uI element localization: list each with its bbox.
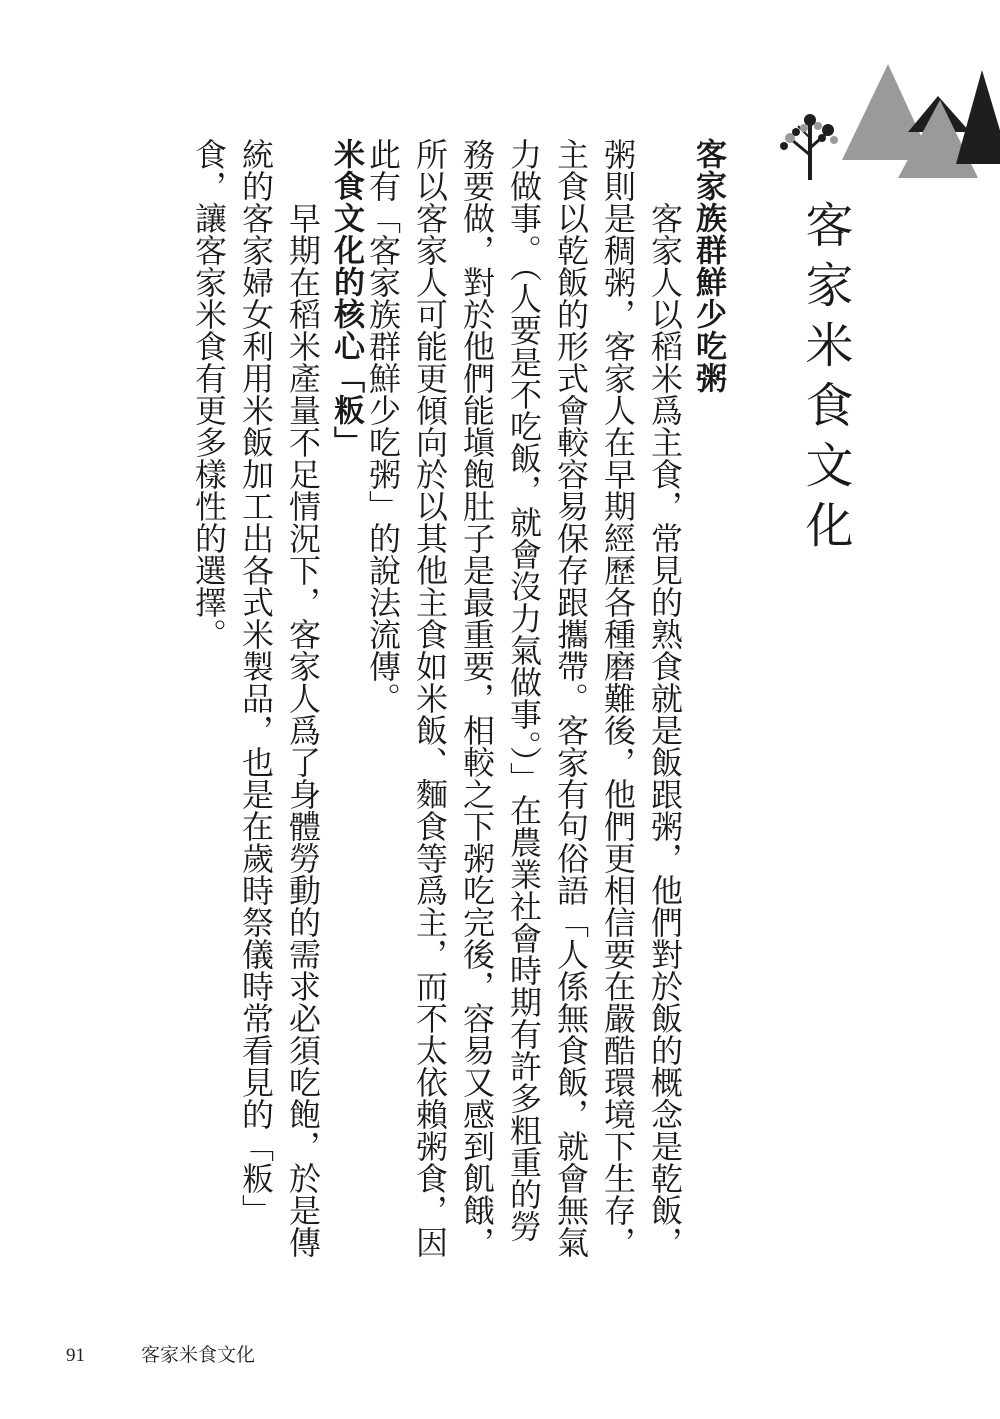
paragraph-text: 客家人以稻米爲主食，常見的熟食就是飯跟粥，他們對於飯的概念是乾飯，粥則是稠粥，客家人在早期經歷各種磨難後，他們更相信要在嚴酷環境下生存，主食以乾飯的形式會較容易保存跟攜帶。客家有句俗語「人係無食飯，就會無氣力做事。（人要是不吃飯，就會沒力氣做事。）」在農業社會時期有許多粗重的勞務要做，對於他們能塡飽肚子是最重要，相較之下粥吃完後，容易又感到飢餓，所以客家人可能更傾向於以其他主食如米飯、麵食等爲主，而不太依賴粥食，因此有「客家族群鮮少吃粥」的說法流傳。 xyxy=(364,138,684,1258)
chapter-title: 客家米食文化 xyxy=(797,200,853,560)
mountains-icon xyxy=(842,64,1000,178)
running-title: 客家米食文化 xyxy=(141,1344,256,1366)
section-paragraph-porridge xyxy=(364,138,688,1262)
tree-icon xyxy=(780,114,838,180)
mountains-decoration xyxy=(770,60,1000,190)
page-footer xyxy=(66,1340,255,1367)
section-paragraph-ban xyxy=(186,138,326,1262)
paragraph-text: 早期在稻米產量不足情況下，客家人爲了身體勞動的需求必須吃飽，於是傳統的客家婦女利用米飯加工出各式米製品，也是在歲時祭儀時常看見的「粄」食，讓客家米食有更多樣性的選擇。 xyxy=(190,138,322,1258)
section-heading-ban: 米食文化的核心「粄」 xyxy=(328,138,364,458)
page-number: 91 xyxy=(66,1345,85,1366)
section-heading-porridge: 客家族群鮮少吃粥 xyxy=(690,138,726,394)
